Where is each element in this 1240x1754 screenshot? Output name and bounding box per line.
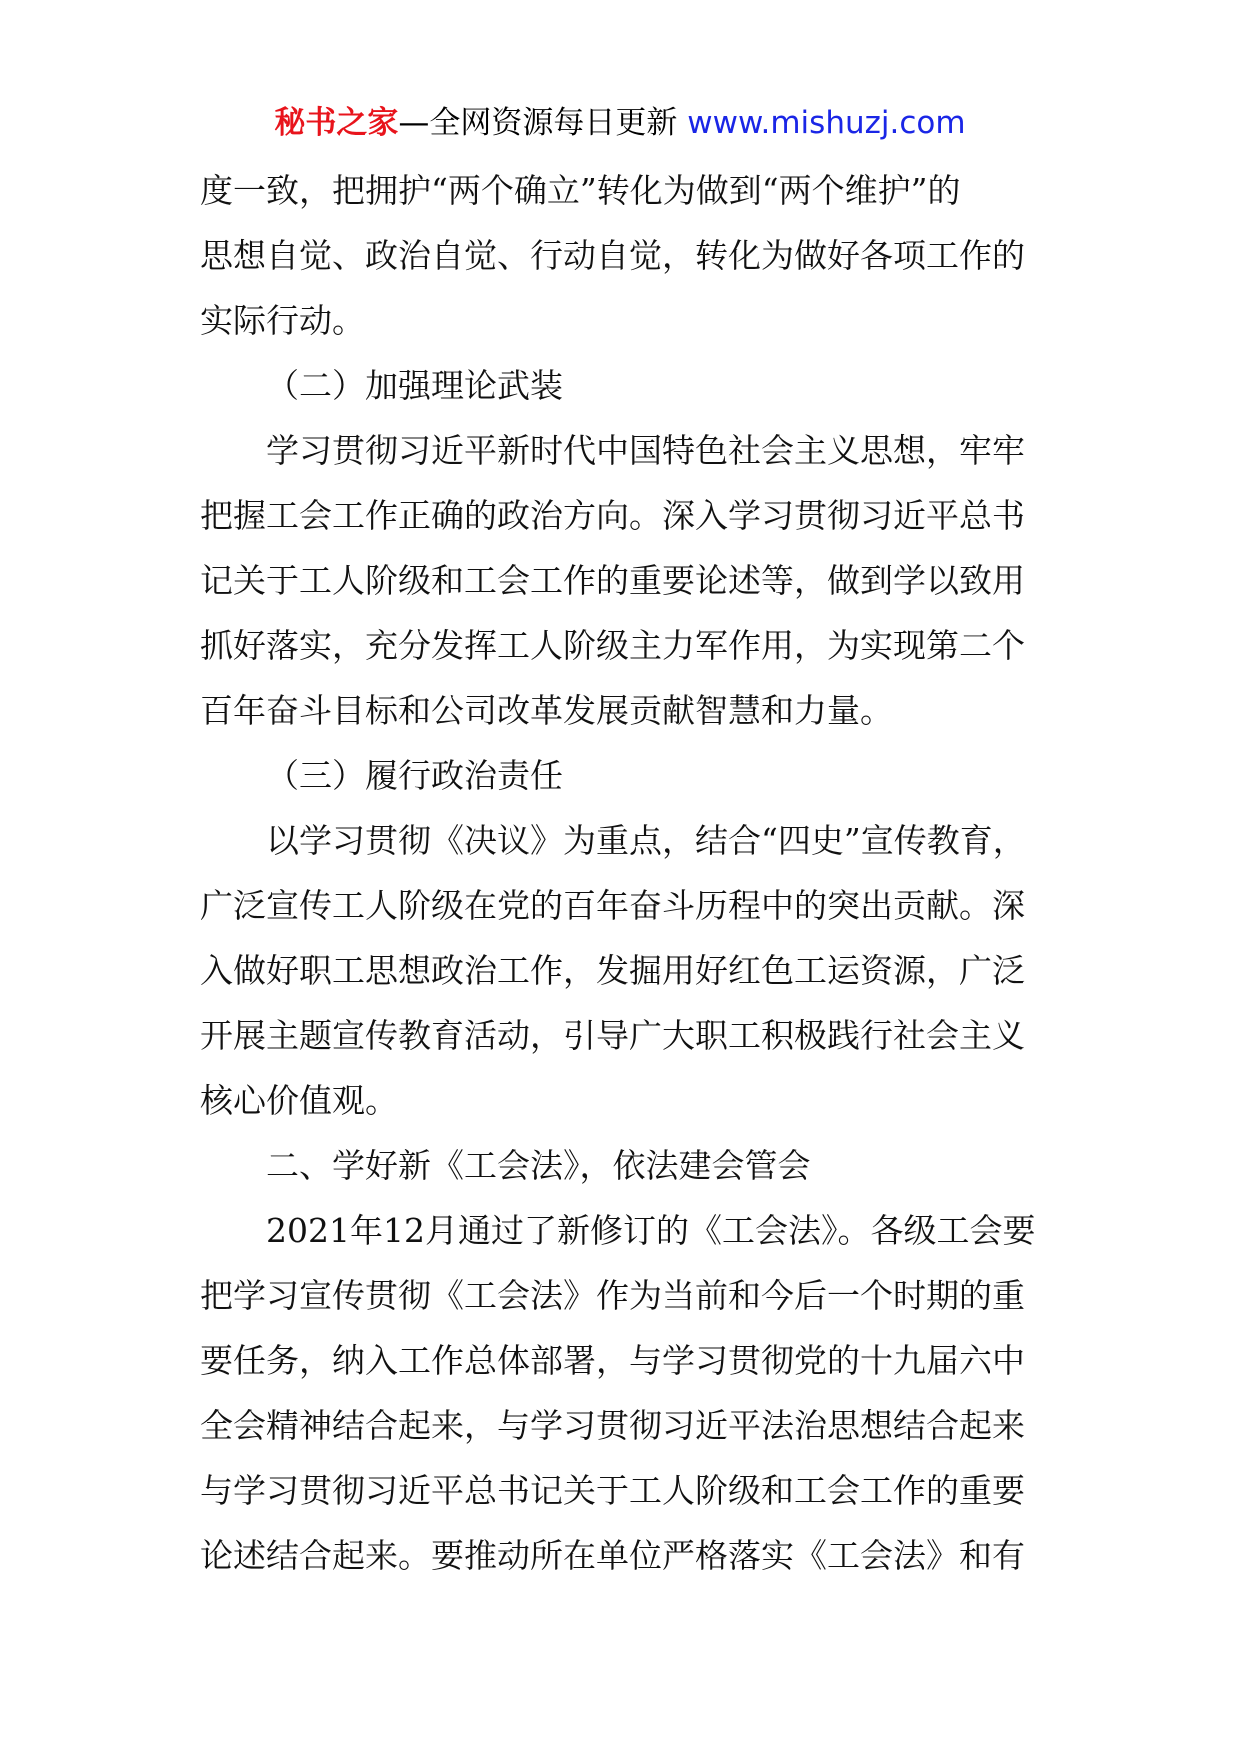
body-line: 入做好职工思想政治工作，发掘用好红色工运资源，广泛 — [200, 951, 1025, 990]
body-line: 广泛宣传工人阶级在党的百年奋斗历程中的突出贡献。深 — [200, 886, 1025, 925]
section-heading: （三）履行政治责任 — [266, 756, 563, 795]
section-heading: （二）加强理论武装 — [266, 366, 563, 405]
body-line: 百年奋斗目标和公司改革发展贡献智慧和力量。 — [200, 691, 893, 730]
page-header — [0, 98, 1240, 148]
body-line: 核心价值观。 — [200, 1081, 398, 1120]
body-line: 把握工会工作正确的政治方向。深入学习贯彻习近平总书 — [200, 496, 1025, 535]
body-line: 全会精神结合起来，与学习贯彻习近平法治思想结合起来 — [200, 1406, 1025, 1445]
paragraph-start-line: 以学习贯彻《决议》为重点，结合“四史”宣传教育， — [266, 821, 1026, 860]
body-line: 度一致，把拥护“两个确立”转化为做到“两个维护”的 — [200, 171, 961, 210]
paragraph-start-line: 学习贯彻习近平新时代中国特色社会主义思想，牢牢 — [266, 431, 1025, 470]
body-line: 记关于工人阶级和工会工作的重要论述等，做到学以致用 — [200, 561, 1025, 600]
header-brand: 秘书之家 — [274, 105, 399, 141]
body-line: 与学习贯彻习近平总书记关于工人阶级和工会工作的重要 — [200, 1471, 1025, 1510]
body-line: 开展主题宣传教育活动，引导广大职工积极践行社会主义 — [200, 1016, 1025, 1055]
body-line: 实际行动。 — [200, 301, 365, 340]
document-body — [200, 158, 1060, 1588]
body-line: 论述结合起来。要推动所在单位严格落实《工会法》和有 — [200, 1536, 1025, 1575]
body-line: 把学习宣传贯彻《工会法》作为当前和今后一个时期的重 — [200, 1276, 1025, 1315]
body-line: 思想自觉、政治自觉、行动自觉，转化为做好各项工作的 — [200, 236, 1025, 275]
body-line: 要任务，纳入工作总体部署，与学习贯彻党的十九届六中 — [200, 1341, 1025, 1380]
header-slogan: —全网资源每日更新 — [398, 105, 688, 141]
header-url-link[interactable]: www.mishuzj.com — [687, 105, 966, 141]
section-heading: 二、学好新《工会法》，依法建会管会 — [266, 1146, 811, 1185]
body-line: 抓好落实，充分发挥工人阶级主力军作用，为实现第二个 — [200, 626, 1025, 665]
paragraph-start-line: 2021年12月通过了新修订的《工会法》。各级工会要 — [266, 1211, 1036, 1250]
